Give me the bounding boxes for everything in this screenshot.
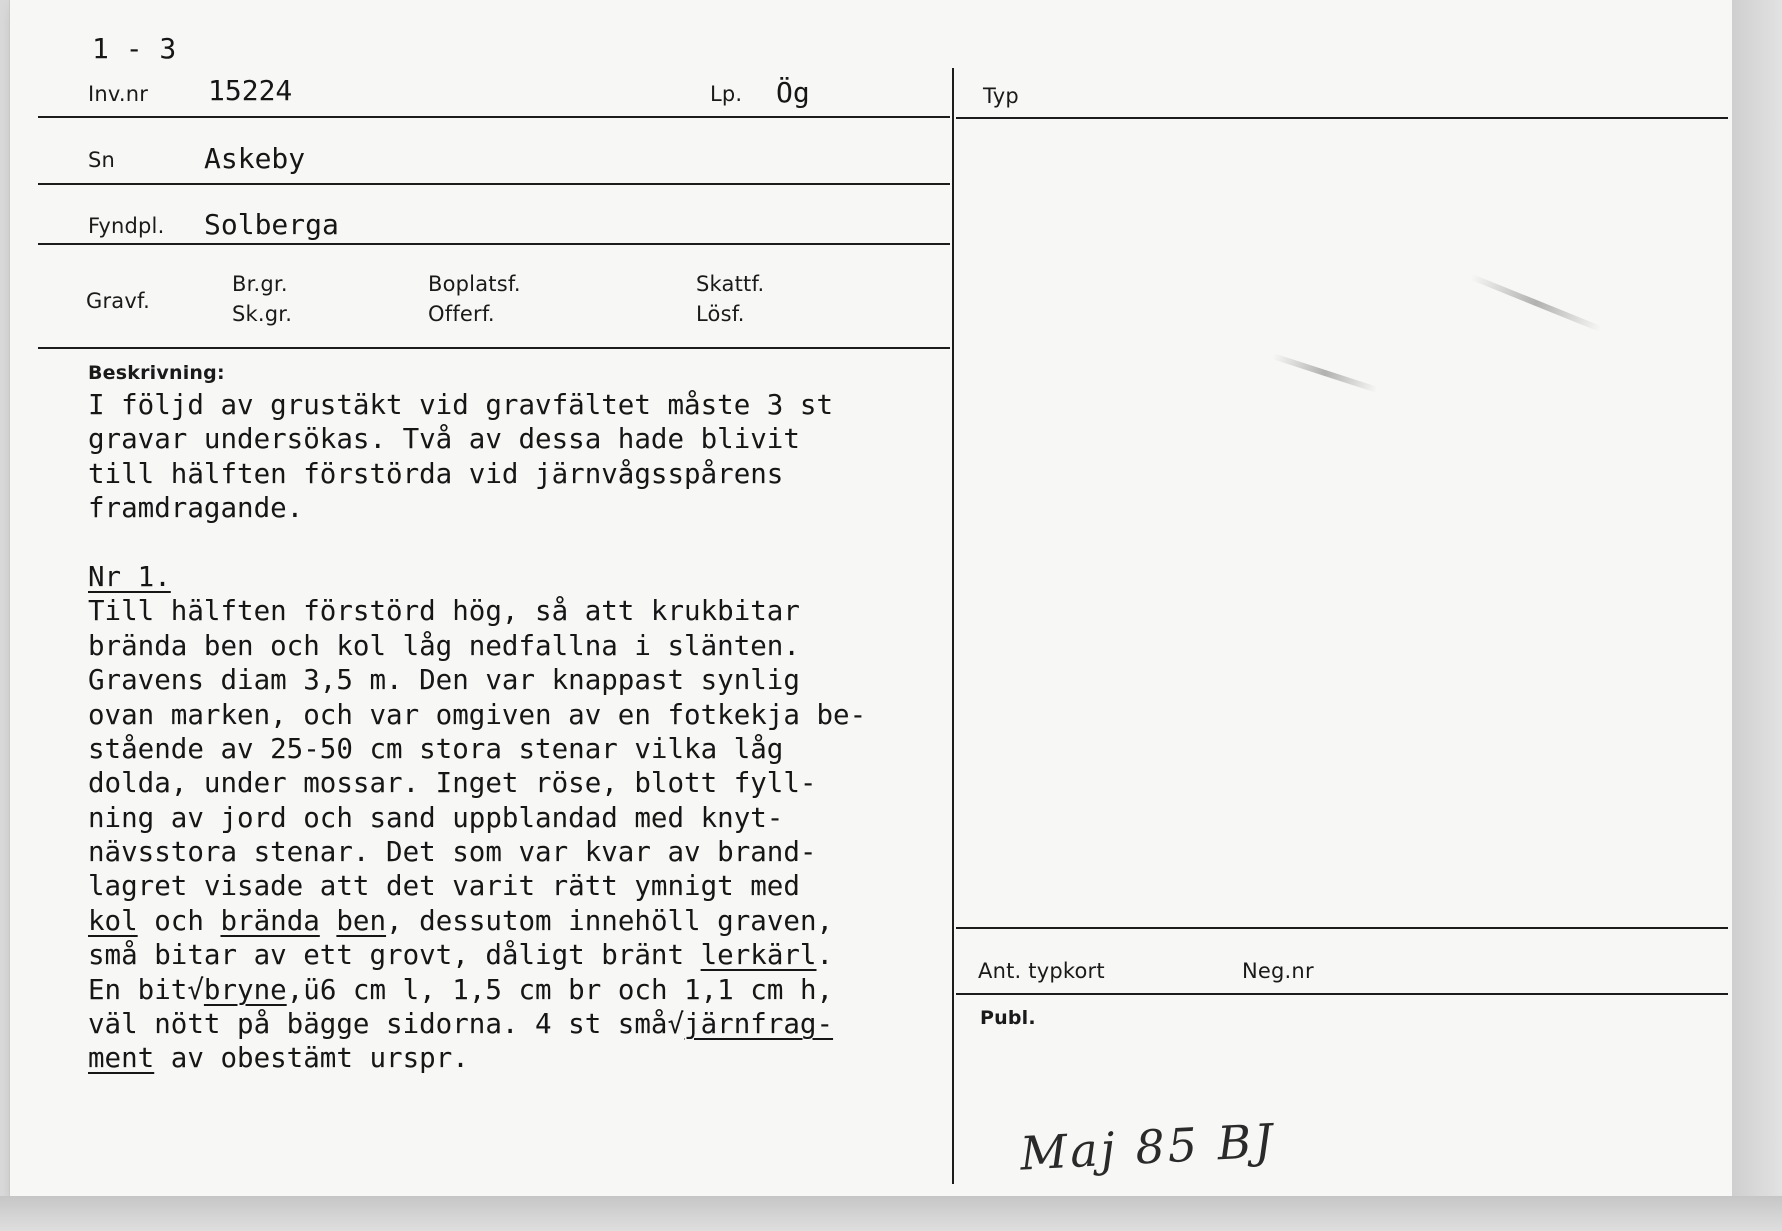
typ-label: Typ (983, 84, 1019, 108)
skgr-label: Sk.gr. (232, 302, 293, 326)
nr-heading: Nr 1. (88, 560, 171, 593)
offerf-label: Offerf. (428, 302, 495, 326)
nr1-line: stående av 25-50 cm stora stenar vilka låg (88, 732, 784, 765)
fyndpl-value: Solberga (204, 208, 339, 241)
nr1-line: brända ben och kol låg nedfallna i slänten. (88, 629, 800, 662)
nr1-line: små bitar av ett grovt, dåligt bränt lerkärl. (88, 939, 834, 972)
description-line: I följd av grustäkt vid gravfältet måste 3 st (88, 389, 834, 421)
typ-divider (956, 117, 1728, 119)
beskrivning-label: Beskrivning: (88, 362, 225, 384)
boplatsf-label: Boplatsf. (428, 272, 521, 296)
row-divider-2 (38, 183, 950, 185)
brgr-label: Br.gr. (232, 272, 288, 296)
nr1-line: ning av jord och sand uppblandad med knyt- (88, 801, 784, 834)
nr1-line: ovan marken, och var omgiven av en fotkekja be- (88, 698, 867, 731)
nr1-line: kol och brända ben, dessutom innehöll graven, (88, 904, 834, 937)
nr1-line: lagret visade att det varit rätt ymnigt med (88, 870, 800, 903)
nr1-line: väl nött på bägge sidorna. 4 st små√järnfrag- (88, 1008, 834, 1041)
ant-typkort-label: Ant. typkort (978, 959, 1105, 983)
neg-nr-label: Neg.nr (1242, 959, 1314, 983)
nr1-line: dolda, under mossar. Inget röse, blott fyll- (88, 767, 817, 800)
nr1-line: Till hälften förstörd hög, så att krukbitar (88, 595, 800, 628)
underlined-term: kol (88, 904, 138, 937)
description-line: till hälften förstörda vid järnvågsspårens (88, 457, 784, 490)
row-divider-1 (38, 116, 950, 118)
column-divider (952, 68, 954, 1184)
nr1-line: nävsstora stenar. Det som var kvar av brand- (88, 836, 817, 869)
inv-nr-label: Inv.nr (88, 82, 149, 106)
underlined-term: ben (336, 904, 387, 937)
fyndpl-label: Fyndpl. (88, 214, 165, 238)
sn-label: Sn (88, 148, 116, 172)
nr1-line: ment av obestämt urspr. (88, 1042, 469, 1075)
description-line: gravar undersökas. Två av dessa hade blivit (88, 423, 800, 456)
lp-label: Lp. (710, 82, 743, 106)
description-block (88, 388, 866, 1076)
inv-nr-value: 15224 (208, 74, 293, 107)
underlined-term: lerkärl (700, 939, 817, 972)
card-range: 1 - 3 (92, 32, 177, 65)
gravf-label: Gravf. (86, 289, 150, 313)
publ-label: Publ. (980, 1007, 1036, 1029)
sn-value: Askeby (204, 142, 306, 175)
underlined-term: brända (220, 904, 320, 937)
nr1-line: En bit√bryne,ü6 cm l, 1,5 cm br och 1,1 cm h, (88, 973, 834, 1006)
lp-value: Ög (776, 76, 810, 109)
underlined-term: bryne (203, 973, 287, 1006)
underlined-term: järnfrag- (684, 1008, 834, 1041)
scan-edge-bottom (0, 1196, 1782, 1231)
underlined-term: ment (88, 1042, 155, 1075)
losf-label: Lösf. (696, 302, 745, 326)
skattf-label: Skattf. (696, 272, 765, 296)
handwritten-note: Maj 85 BJ (1018, 1113, 1278, 1181)
row-divider-4 (38, 347, 950, 349)
ant-divider-top (956, 927, 1728, 929)
scan-edge-right (1732, 0, 1782, 1231)
nr1-line: Gravens diam 3,5 m. Den var knappast synlig (88, 664, 800, 697)
description-line: framdragande. (88, 492, 304, 525)
row-divider-3 (38, 243, 950, 245)
ant-divider-bottom (956, 993, 1728, 995)
